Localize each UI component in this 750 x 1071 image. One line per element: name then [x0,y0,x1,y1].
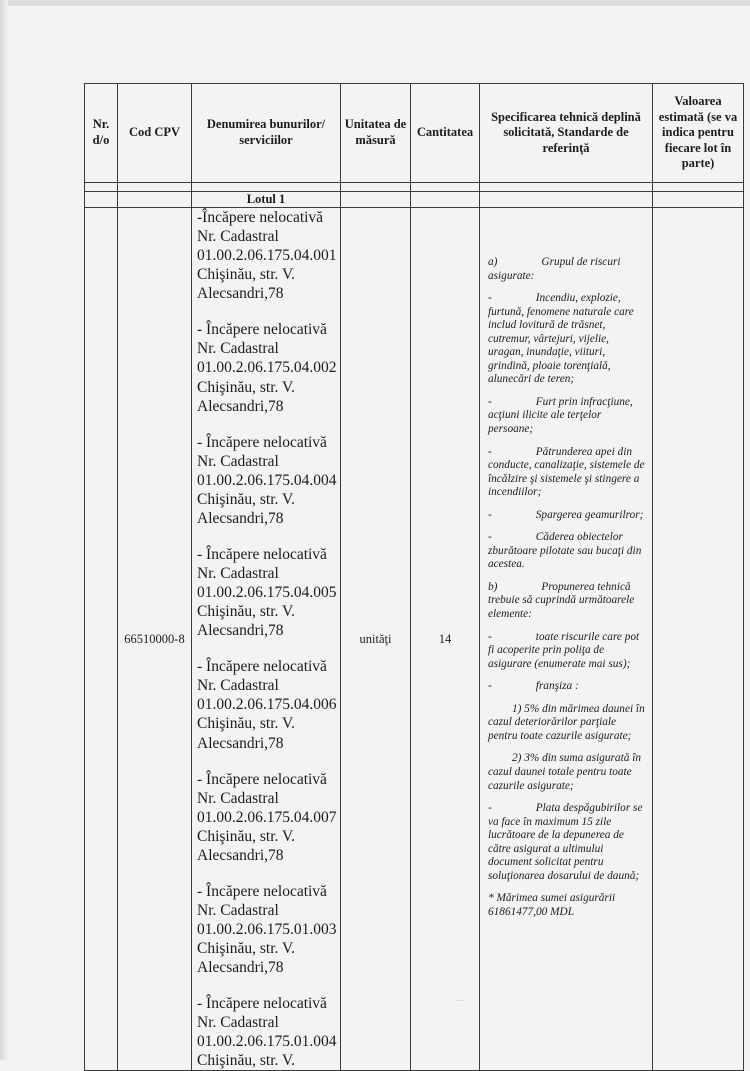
spec-franchise: 1) 5% din mărimea daunei în cazul deteriorărilor parţiale pentru toate cazurile asigurate; [488,702,645,742]
lot-label: Lotul 1 [192,192,341,208]
value-cell [653,208,744,1071]
goods-item: - Încăpere nelocativă Nr. Cadastral 01.00.2.06.175.01.003 Chişinău, str. V. Alecsandri,78 [197,882,337,977]
spec-element: - toate riscurile care pot fi acoperite prin poliţa de asigurare (enumerate mai sus); [488,630,640,670]
goods-item: - Încăpere nelocativă Nr. Cadastral 01.00.2.06.175.04.005 Chişinău, str. V. Alecsandri,78 [197,545,337,640]
spec-risk: - Spargerea geamurilror; [488,508,644,521]
scan-edge-left [0,0,8,1060]
goods-item: - Încăpere nelocativă Nr. Cadastral 01.00.2.06.175.04.002 Chişinău, str. V. Alecsandri,78 [197,321,337,415]
spec-cell [480,208,653,1071]
spec-risk: - Pătrunderea apei din conducte, canalizaţie, sistemele de încălzire şi sistemele şi stingere a incendiilor; [488,445,645,499]
goods-item: -Încăpere nelocativă Nr. Cadastral 01.00.2.06.175.04.001 Chişinău, str. V. Alecsandri,78 [197,209,337,303]
spec-franchise: 2) 3% din suma asigurată în cazul daunei totale pentru toate cazurile asigurate; [488,752,641,792]
lot-row [85,192,744,208]
spec-a: a) Grupul de riscuri asigurate: [488,256,621,282]
header-nr: Nr. d/o [85,84,118,183]
table-row [85,208,744,1071]
goods-item: - Încăpere nelocativă Nr. Cadastral 01.00.2.06.175.04.007 Chişinău, str. V. Alecsandri,78 [197,770,337,864]
header-specificarea: Specificarea tehnică deplină solicitată, Standarde de referinţă [480,84,653,183]
goods-list [192,208,341,1071]
spec-b: b) Propunerea tehnică trebuie să cuprindă următoarele elemente: [488,580,635,621]
spec-element: - Plata despăgubirilor se va face în maximum 15 zile lucrătoare de la depunerea de către asigurat a ultimului document solicitat pentru soluţionarea dosarului de daună; [488,802,643,882]
spec-risk: - Căderea obiectelor zburătoare pilotate sau bucaţi din acestea. [488,531,642,571]
header-cpv: Cod CPV [118,84,192,183]
header-denumirea: Denumirea bunurilor/ serviciilor [192,84,341,183]
header-unitatea: Unitatea de măsură [341,84,411,183]
spec-element: - franşiza : [488,680,579,693]
spec-risk: - Incendiu, explozie, furtună, fenomene naturale care includ lovitură de trăsnet, cutremur, vârtejuri, vijelie, uragan, inundaţie, viituri, grindină, ploaie torenţială, alunecări de teren; [488,292,634,386]
procurement-table [84,83,744,1071]
goods-item: - Încăpere nelocativă Nr. Cadastral 01.00.2.06.175.01.004 Chişinău, str. V. [197,995,337,1070]
scan-edge-top [0,0,750,6]
quantity-cell: 14 [411,208,480,1071]
scan-speck: ‿ [456,991,464,1001]
spec-sum: * Mărimea sumei asigurării 61861477,00 MDL [488,892,616,918]
header-valoarea: Valoarea estimată (se va indica pentru fiecare lot în parte) [653,84,744,183]
header-cantitatea: Cantitatea [411,84,480,183]
blank-row [85,183,744,192]
cpv-code: 66510000-8 [118,208,192,1071]
goods-item: - Încăpere nelocativă Nr. Cadastral 01.00.2.06.175.04.004 Chişinău, str. V. Alecsandri,78 [197,433,337,527]
row-nr-cell [85,208,118,1071]
header-row [85,84,744,183]
unit-cell: unităţi [341,208,411,1071]
goods-item: - Încăpere nelocativă Nr. Cadastral 01.00.2.06.175.04.006 Chişinău, str. V. Alecsandri,78 [197,658,337,752]
spec-risk: - Furt prin infracţiune, acţiuni ilicite ale terţelor persoane; [488,395,633,436]
